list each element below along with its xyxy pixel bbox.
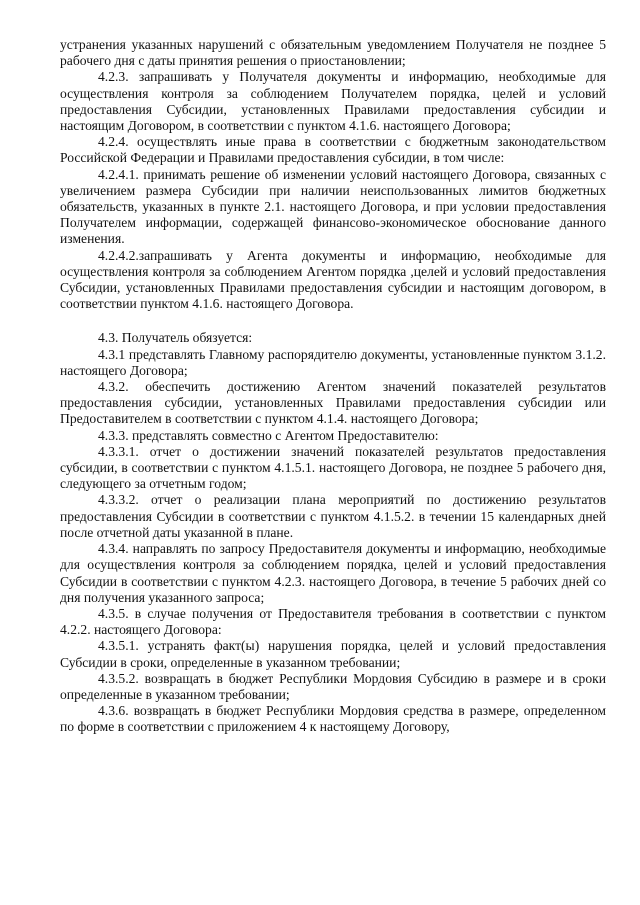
paragraph-4-3-2: 4.3.2. обеспечить достижению Агентом значений показателей результатов предоставления субсидии, установленных Правилами предоставления субсидии или Предоставителем в соответствии с пунктом 4.1.4. настоящего Договора;	[60, 379, 606, 427]
paragraph-gap	[60, 312, 606, 330]
paragraph-4-2-4: 4.2.4. осуществлять иные права в соответствии с бюджетным законодательством Российской Федерации и Правилами предоставления субсидии, в том числе:	[60, 134, 606, 166]
paragraph-4-2-4-2: 4.2.4.2.запрашивать у Агента документы и информацию, необходимые для осуществления контроля за соблюдением Агентом порядка ,целей и условий предоставления Субсидии, установленных Правилами предоставления субсидии и настоящим договором, в соответствии пунктом 4.1.6. настоящего Договора.	[60, 247, 606, 312]
paragraph-4-3-5-1: 4.3.5.1. устранять факт(ы) нарушения порядка, целей и условий предоставления Субсидии в сроки, определенные в указанном требовании;	[60, 638, 606, 670]
paragraph-continuation: устранения указанных нарушений с обязательным уведомлением Получателя не позднее 5 рабочего дня с даты принятия решения о приостановлении;	[60, 37, 606, 69]
document-page	[60, 37, 606, 736]
paragraph-4-3-5-2: 4.3.5.2. возвращать в бюджет Республики Мордовия Субсидию в размере и в сроки определенные в указанном требовании;	[60, 670, 606, 702]
paragraph-4-2-4-1: 4.2.4.1. принимать решение об изменении условий настоящего Договора, связанных с увеличением размера Субсидии при наличии неиспользованных лимитов бюджетных обязательств, указанных в пункте 2.1. настоящего Договора, и при условии предоставления Получателем информации, содержащей финансово-экономическое обоснование данного изменения.	[60, 166, 606, 247]
paragraph-4-3-4: 4.3.4. направлять по запросу Предоставителя документы и информацию, необходимые для осуществления контроля за соблюдением порядка, целей и условий предоставления Субсидии в соответствии с пунктом 4.2.3. настоящего Договора, в течение 5 рабочих дней со дня получения указанного запроса;	[60, 541, 606, 605]
paragraph-4-3-6: 4.3.6. возвращать в бюджет Республики Мордовия средства в размере, определенном по форме в соответствии с приложением 4 к настоящему Договору,	[60, 703, 606, 735]
section-4-3-heading: 4.3. Получатель обязуется:	[98, 330, 253, 346]
paragraph-4-3-3: 4.3.3. представлять совместно с Агентом Предоставителю:	[98, 427, 439, 443]
paragraph-4-3-3-1: 4.3.3.1. отчет о достижении значений показателей результатов предоставления субсидии, в соответствии с пунктом 4.1.5.1. настоящего Договора, не позднее 5 рабочего дня, следующего за отчетным годом;	[60, 443, 606, 492]
paragraph-4-2-3: 4.2.3. запрашивать у Получателя документы и информацию, необходимые для осуществления контроля за соблюдением Получателем порядка, целей и условий предоставления Субсидии, установленных Правилами предоставления субсидии и настоящим Договором, в соответствии с пунктом 4.1.6. настоящего Договора;	[60, 69, 606, 134]
paragraph-4-3-1: 4.3.1 представлять Главному распорядителю документы, установленные пунктом 3.1.2. настоящего Договора;	[60, 346, 606, 378]
paragraph-4-3-5: 4.3.5. в случае получения от Предоставителя требования в соответствии с пунктом 4.2.2. настоящего Договора:	[60, 605, 606, 638]
paragraph-4-3-3-2: 4.3.3.2. отчет о реализации плана мероприятий по достижению результатов предоставления Субсидии в соответствии с пунктом 4.1.5.2. в течении 15 календарных дней после отчетной даты указанной в плане.	[60, 492, 606, 540]
